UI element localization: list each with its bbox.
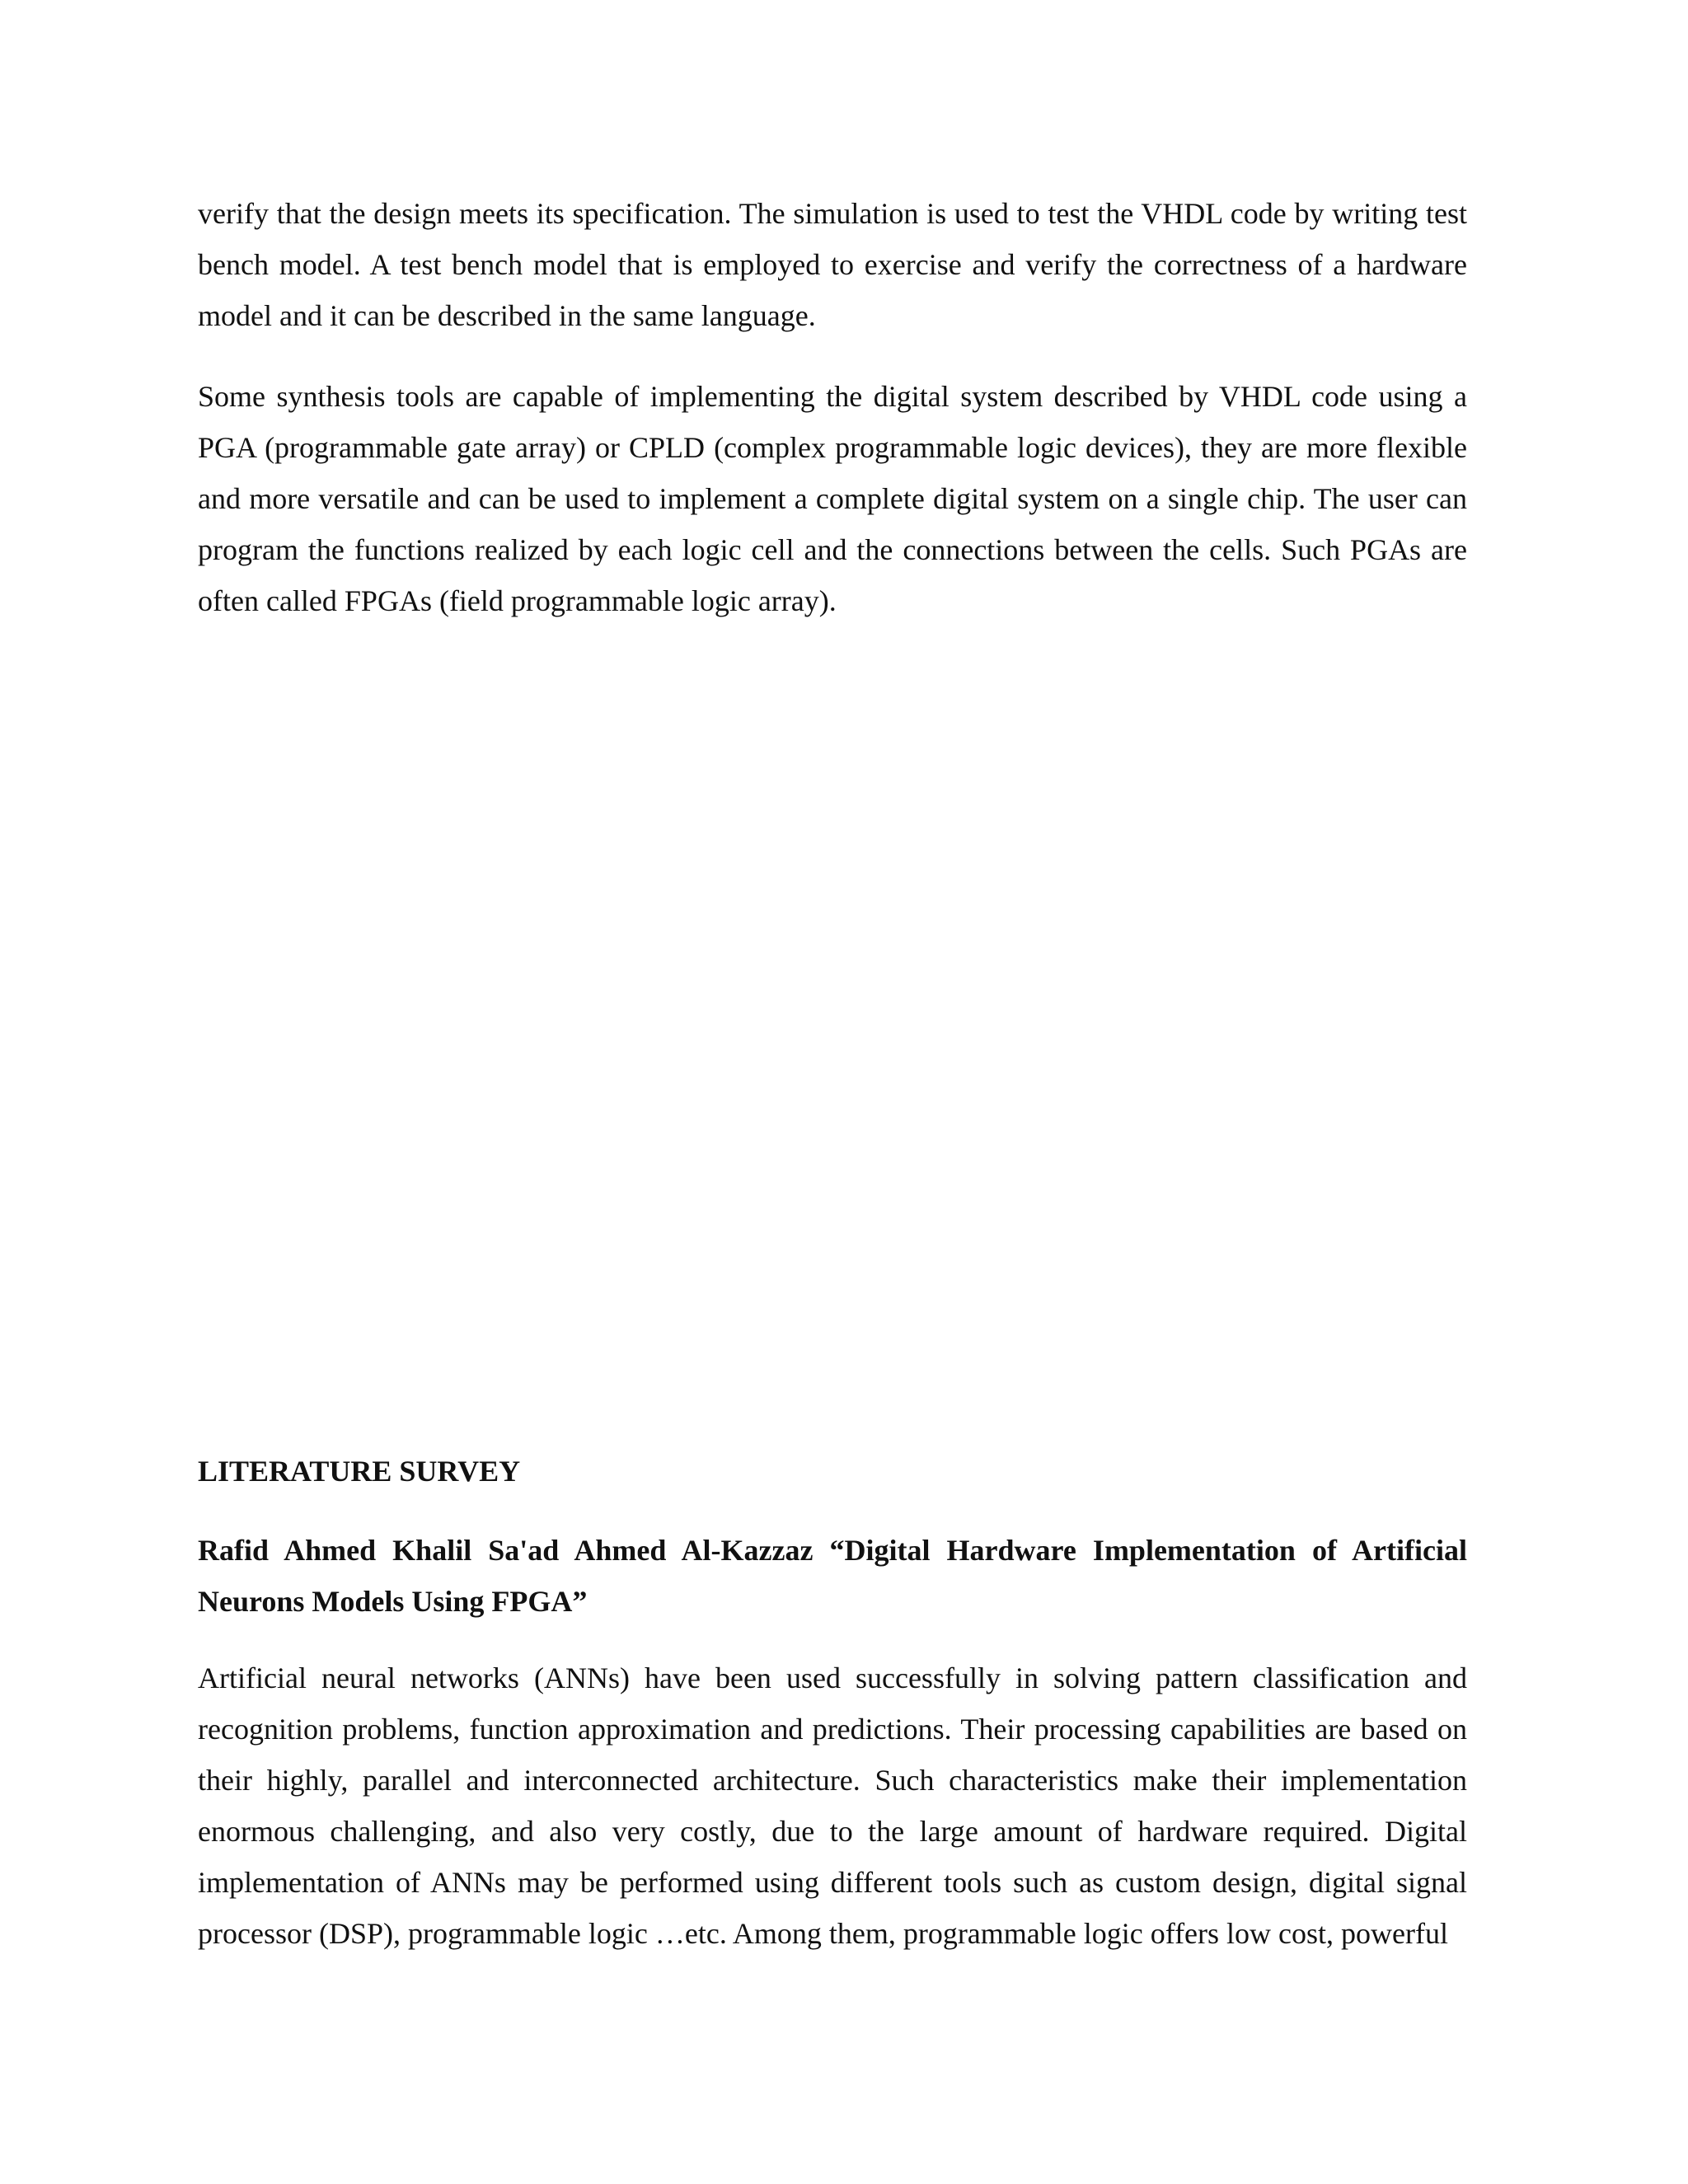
body-paragraph-verification: verify that the design meets its specification. The simulation is used to test the VHDL code by writing test bench model. A test bench model that is employed to exercise and verify the correctness of a hardware model and it can be described in the same language. (198, 197, 1467, 332)
section-heading-literature-survey: LITERATURE SURVEY (198, 1455, 521, 1488)
body-paragraph-ann: Artificial neural networks (ANNs) have been used successfully in solving pattern classification and recognition problems, function approximation and predictions. Their processing capabilities are based on their highly, parallel and interconnected architecture. Such characteristics make their implementation enormous challenging, and also very costly, due to the large amount of hardware required. Digital implementation of ANNs may be performed using different tools such as custom design, digital signal processor (DSP), programmable logic …etc. Among them, programmable logic offers low cost, powerful (198, 1661, 1467, 1950)
paper-title: Rafid Ahmed Khalil Sa'ad Ahmed Al-Kazzaz “Digital Hardware Implementation of Artificial Neurons Models Using FPGA” (198, 1534, 1467, 1618)
body-paragraph-synthesis-tools: Some synthesis tools are capable of implementing the digital system described by VHDL code using a PGA (programmable gate array) or CPLD (complex programmable logic devices), they are more flexible and more versatile and can be used to implement a complete digital system on a single chip. The user can program the functions realized by each logic cell and the connections between the cells. Such PGAs are often called FPGAs (field programmable logic array). (198, 380, 1467, 617)
